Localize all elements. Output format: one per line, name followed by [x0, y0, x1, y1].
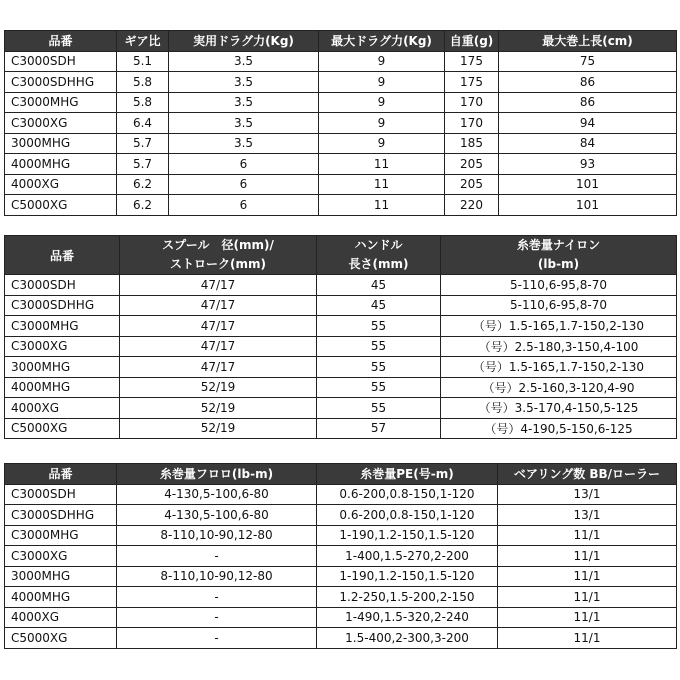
model-cell: C3000SDHHG — [5, 72, 117, 93]
table-row — [5, 174, 677, 195]
col-header-retrieve: 最大巻上長(cm) — [499, 31, 677, 52]
bearing-cell: 11/1 — [498, 628, 677, 649]
weight-cell: 185 — [445, 133, 499, 154]
table-row — [5, 546, 677, 567]
table-row — [5, 275, 677, 296]
table-row — [5, 587, 677, 608]
gear-ratio-cell: 5.8 — [117, 72, 169, 93]
spool-cell: 47/17 — [120, 295, 317, 316]
table-row — [5, 418, 677, 439]
practical-drag-cell: 3.5 — [169, 92, 319, 113]
pe-cell: 0.6-200,0.8-150,1-120 — [317, 505, 498, 526]
model-cell: C3000XG — [5, 113, 117, 134]
max-drag-cell: 11 — [319, 154, 445, 175]
model-cell: 3000MHG — [5, 357, 120, 378]
max-drag-cell: 11 — [319, 195, 445, 216]
gear-ratio-cell: 6.2 — [117, 195, 169, 216]
col-header-weight: 自重(g) — [445, 31, 499, 52]
table-row — [5, 316, 677, 337]
nylon-cell: （号）2.5-180,3-150,4-100 — [441, 336, 677, 357]
spool-cell: 47/17 — [120, 357, 317, 378]
fluoro-cell: - — [117, 607, 317, 628]
header-row — [5, 236, 677, 275]
spool-cell: 47/17 — [120, 336, 317, 357]
model-cell: C3000SDHHG — [5, 505, 117, 526]
table-row — [5, 505, 677, 526]
fluoro-cell: 4-130,5-100,6-80 — [117, 505, 317, 526]
nylon-header-line2: (lb-m) — [537, 257, 580, 271]
bearing-cell: 11/1 — [498, 546, 677, 567]
max-drag-cell: 9 — [319, 113, 445, 134]
table-row — [5, 113, 677, 134]
pe-cell: 0.6-200,0.8-150,1-120 — [317, 484, 498, 505]
model-cell: C3000MHG — [5, 525, 117, 546]
col-header-nylon — [441, 236, 677, 275]
fluoro-cell: 8-110,10-90,12-80 — [117, 525, 317, 546]
bearing-cell: 11/1 — [498, 525, 677, 546]
model-cell: 3000MHG — [5, 566, 117, 587]
model-cell: C3000SDH — [5, 275, 120, 296]
nylon-cell: （号）4-190,5-150,6-125 — [441, 418, 677, 439]
nylon-cell: （号）1.5-165,1.7-150,2-130 — [441, 357, 677, 378]
model-cell: 4000MHG — [5, 587, 117, 608]
table-row — [5, 377, 677, 398]
nylon-cell: 5-110,6-95,8-70 — [441, 295, 677, 316]
spool-cell: 47/17 — [120, 275, 317, 296]
retrieve-cell: 101 — [499, 195, 677, 216]
pe-cell: 1-190,1.2-150,1.5-120 — [317, 525, 498, 546]
nylon-cell: （号）2.5-160,3-120,4-90 — [441, 377, 677, 398]
model-cell: C5000XG — [5, 195, 117, 216]
retrieve-cell: 101 — [499, 174, 677, 195]
gear-ratio-cell: 5.1 — [117, 51, 169, 72]
table-row — [5, 295, 677, 316]
col-header-model: 品番 — [5, 236, 120, 275]
col-header-handle — [317, 236, 441, 275]
spec-table-drag — [4, 30, 677, 216]
model-cell: C3000XG — [5, 336, 120, 357]
table-row — [5, 336, 677, 357]
model-cell: C5000XG — [5, 628, 117, 649]
bearing-cell: 13/1 — [498, 505, 677, 526]
model-cell: 4000MHG — [5, 377, 120, 398]
handle-cell: 55 — [317, 377, 441, 398]
practical-drag-cell: 3.5 — [169, 72, 319, 93]
col-header-gear-ratio: ギア比 — [117, 31, 169, 52]
model-cell: C3000SDH — [5, 51, 117, 72]
max-drag-cell: 11 — [319, 174, 445, 195]
bearing-cell: 11/1 — [498, 566, 677, 587]
practical-drag-cell: 6 — [169, 195, 319, 216]
max-drag-cell: 9 — [319, 51, 445, 72]
practical-drag-cell: 3.5 — [169, 133, 319, 154]
model-cell: C3000MHG — [5, 92, 117, 113]
gear-ratio-cell: 6.2 — [117, 174, 169, 195]
model-cell: 4000MHG — [5, 154, 117, 175]
pe-cell: 1-190,1.2-150,1.5-120 — [317, 566, 498, 587]
spool-cell: 52/19 — [120, 418, 317, 439]
spool-cell: 47/17 — [120, 316, 317, 337]
fluoro-cell: - — [117, 546, 317, 567]
table-row — [5, 357, 677, 378]
table-row — [5, 154, 677, 175]
table-row — [5, 92, 677, 113]
retrieve-cell: 86 — [499, 72, 677, 93]
table-row — [5, 607, 677, 628]
practical-drag-cell: 6 — [169, 174, 319, 195]
model-cell: 4000XG — [5, 398, 120, 419]
spool-cell: 52/19 — [120, 398, 317, 419]
practical-drag-cell: 3.5 — [169, 51, 319, 72]
spec-table-spool — [4, 235, 677, 439]
nylon-cell: （号）3.5-170,4-150,5-125 — [441, 398, 677, 419]
col-header-model: 品番 — [5, 31, 117, 52]
pe-cell: 1-490,1.5-320,2-240 — [317, 607, 498, 628]
weight-cell: 220 — [445, 195, 499, 216]
col-header-bearing: ベアリング数 BB/ローラー — [498, 464, 677, 485]
pe-cell: 1.2-250,1.5-200,2-150 — [317, 587, 498, 608]
nylon-cell: （号）1.5-165,1.7-150,2-130 — [441, 316, 677, 337]
retrieve-cell: 93 — [499, 154, 677, 175]
bearing-cell: 11/1 — [498, 587, 677, 608]
gear-ratio-cell: 5.8 — [117, 92, 169, 113]
retrieve-cell: 86 — [499, 92, 677, 113]
pe-cell: 1-400,1.5-270,2-200 — [317, 546, 498, 567]
gear-ratio-cell: 5.7 — [117, 154, 169, 175]
bearing-cell: 13/1 — [498, 484, 677, 505]
model-cell: C5000XG — [5, 418, 120, 439]
weight-cell: 205 — [445, 174, 499, 195]
table-row — [5, 51, 677, 72]
table-row — [5, 133, 677, 154]
handle-cell: 57 — [317, 418, 441, 439]
fluoro-cell: 8-110,10-90,12-80 — [117, 566, 317, 587]
gear-ratio-cell: 6.4 — [117, 113, 169, 134]
table-row — [5, 628, 677, 649]
weight-cell: 205 — [445, 154, 499, 175]
weight-cell: 175 — [445, 51, 499, 72]
model-cell: C3000MHG — [5, 316, 120, 337]
table-row — [5, 566, 677, 587]
max-drag-cell: 9 — [319, 92, 445, 113]
handle-cell: 55 — [317, 316, 441, 337]
practical-drag-cell: 3.5 — [169, 113, 319, 134]
table-row — [5, 525, 677, 546]
spool-header-line1: スプール 径(mm)/ — [162, 238, 274, 252]
weight-cell: 170 — [445, 113, 499, 134]
fluoro-cell: 4-130,5-100,6-80 — [117, 484, 317, 505]
fluoro-cell: - — [117, 587, 317, 608]
retrieve-cell: 94 — [499, 113, 677, 134]
col-header-fluoro: 糸巻量フロロ(lb-m) — [117, 464, 317, 485]
spec-table-line-bearing — [4, 463, 677, 649]
nylon-header-line1: 糸巻量ナイロン — [516, 238, 601, 252]
nylon-cell: 5-110,6-95,8-70 — [441, 275, 677, 296]
handle-cell: 45 — [317, 275, 441, 296]
pe-cell: 1.5-400,2-300,3-200 — [317, 628, 498, 649]
model-cell: C3000SDHHG — [5, 295, 120, 316]
handle-header-line2: 長さ(mm) — [348, 257, 409, 271]
gear-ratio-cell: 5.7 — [117, 133, 169, 154]
retrieve-cell: 75 — [499, 51, 677, 72]
col-header-model: 品番 — [5, 464, 117, 485]
col-header-pe: 糸巻量PE(号-m) — [317, 464, 498, 485]
header-row — [5, 31, 677, 52]
model-cell: C3000SDH — [5, 484, 117, 505]
weight-cell: 175 — [445, 72, 499, 93]
spool-cell: 52/19 — [120, 377, 317, 398]
col-header-practical-drag: 実用ドラグ力(Kg) — [169, 31, 319, 52]
handle-cell: 55 — [317, 336, 441, 357]
handle-cell: 45 — [317, 295, 441, 316]
fluoro-cell: - — [117, 628, 317, 649]
header-row — [5, 464, 677, 485]
weight-cell: 170 — [445, 92, 499, 113]
spool-header-line2: ストローク(mm) — [170, 257, 266, 271]
model-cell: C3000XG — [5, 546, 117, 567]
table-row — [5, 484, 677, 505]
retrieve-cell: 84 — [499, 133, 677, 154]
bearing-cell: 11/1 — [498, 607, 677, 628]
handle-header-line1: ハンドル — [354, 238, 403, 252]
practical-drag-cell: 6 — [169, 154, 319, 175]
table-row — [5, 398, 677, 419]
max-drag-cell: 9 — [319, 72, 445, 93]
model-cell: 4000XG — [5, 174, 117, 195]
max-drag-cell: 9 — [319, 133, 445, 154]
model-cell: 3000MHG — [5, 133, 117, 154]
table-row — [5, 195, 677, 216]
model-cell: 4000XG — [5, 607, 117, 628]
col-header-max-drag: 最大ドラグ力(Kg) — [319, 31, 445, 52]
table-row — [5, 72, 677, 93]
col-header-spool — [120, 236, 317, 275]
handle-cell: 55 — [317, 357, 441, 378]
handle-cell: 55 — [317, 398, 441, 419]
